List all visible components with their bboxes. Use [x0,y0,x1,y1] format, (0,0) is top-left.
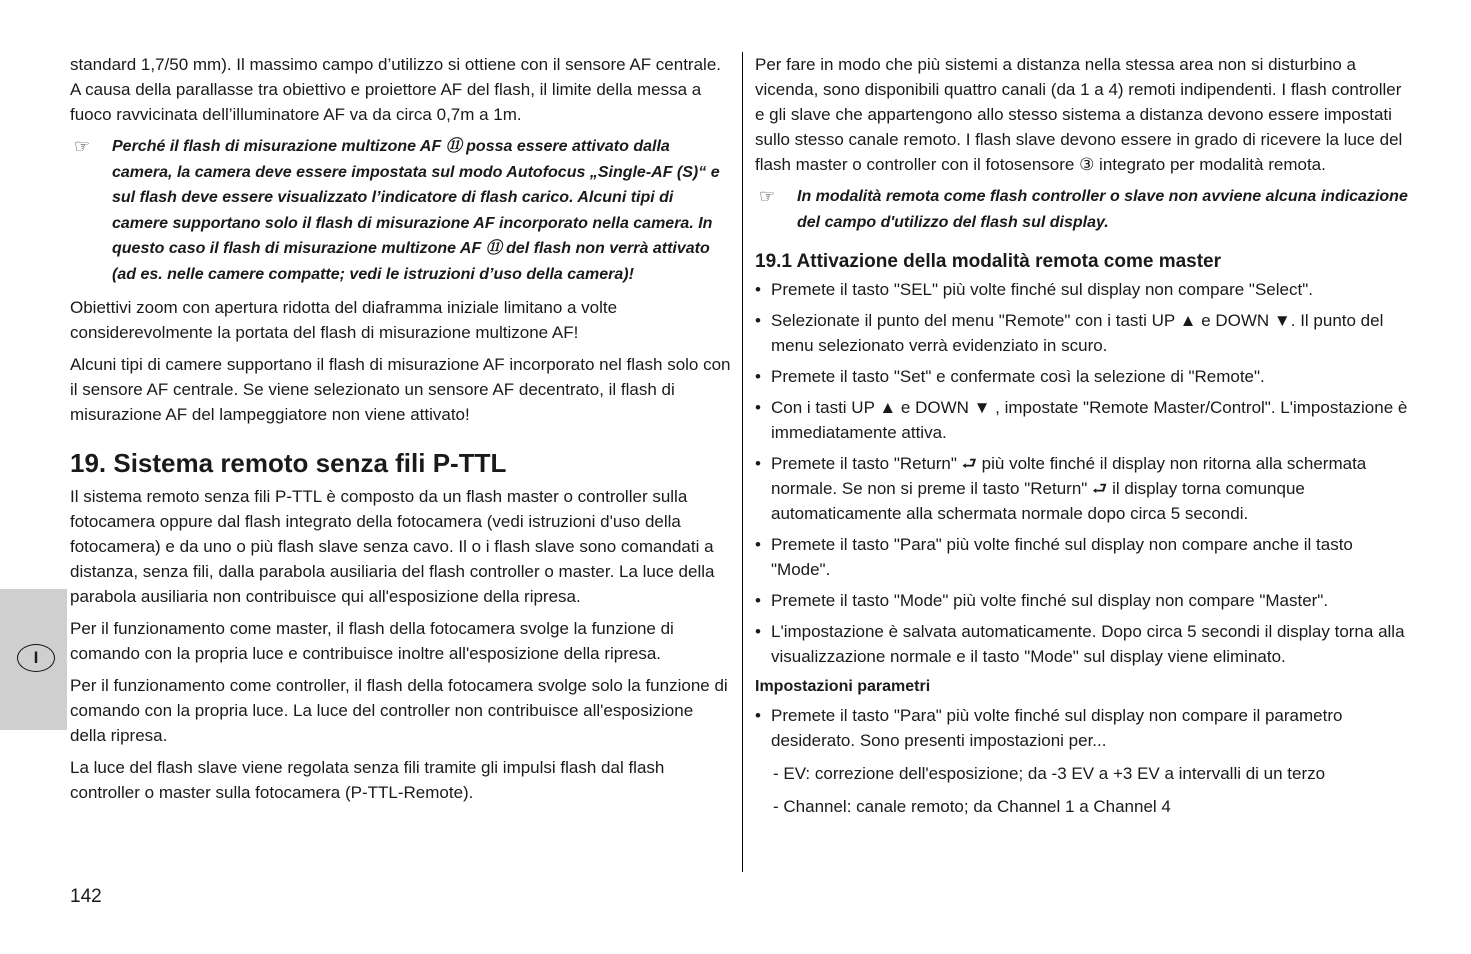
minor-heading: Impostazioni parametri [755,678,931,695]
right-column [755,52,1415,827]
list-item: • Selezionate il punto del menu "Remote" con i tasti UP ▲ e DOWN ▼. Il punto del menu selezionato verrà evidenziato in scuro. [755,308,1415,358]
list-item: • Premete il tasto "SEL" più volte finché sul display non compare "Select". [755,277,1415,302]
steps-list [755,277,1415,669]
sub-item: - Channel: canale remoto; da Channel 1 a Channel 4 [773,797,1171,816]
note-block [70,134,732,287]
pointing-hand-icon: ☞ [74,136,91,156]
list-item: • Premete il tasto "Set" e confermate così la selezione di "Remote". [755,364,1415,389]
list-item: • Premete il tasto "Mode" più volte finché sul display non compare "Master". [755,588,1415,613]
note-text: In modalità remota come flash controller o slave non avviene alcuna indicazione del campo d'utilizzo del flash sul display. [797,188,1408,231]
paragraph: Per fare in modo che più sistemi a distanza nella stessa area non si disturbino a vicenda, sono disponibili quattro canali (da 1 a 4) remoti indipendenti. I flash controller e gli slave che appartengono allo stesso sistema a distanza devono essere impostati sullo stesso canale remoto. I flash slave devono essere in grado di ricevere la luce del flash master o controller con il fotosensore ③ integrato per modalità remota. [755,55,1403,174]
language-tab-marker [17,644,55,672]
paragraph: Il sistema remoto senza fili P-TTL è composto da un flash master o controller sulla fotocamera oppure dal flash integrato della fotocamera (vedi istruzioni d'uso della fotocamera) e da uno o più flash slave senza cavo. Il o i flash slave sono comandati a distanza, senza fili, dalla parabola ausiliaria del flash controller o master. La luce della parabola ausiliaria non contribuisce qui all'esposizione della ripresa. [70,487,715,606]
language-tab-letter: I [33,648,39,667]
note-block [755,184,1415,235]
paragraph: Per il funzionamento come master, il flash della fotocamera svolge la funzione di comando con la propria luce e contribuisce inoltre all'esposizione della ripresa. [70,619,674,663]
paragraph: standard 1,7/50 mm). Il massimo campo d’utilizzo si ottiene con il sensore AF centrale. A causa della parallasse tra obiettivo e proiettore AF del flash, il limite della messa a fuoco ravvicinata dell’illuminatore AF va da circa 0,7m a 1m. [70,55,722,124]
list-item: • Con i tasti UP ▲ e DOWN ▼ , impostate "Remote Master/Control". L'impostazione è immediatamente attiva. [755,395,1415,445]
section-heading: 19. Sistema remoto senza fili P-TTL [70,448,507,478]
subsection-heading: 19.1 Attivazione della modalità remota come master [755,251,1222,272]
paragraph: La luce del flash slave viene regolata senza fili tramite gli impulsi flash dal flash controller o master sulla fotocamera (P-TTL-Remote). [70,758,665,802]
list-item: • Premete il tasto "Para" più volte finché sul display non compare il parametro desiderato. Sono presenti impostazioni per... [755,703,1415,753]
sub-item: - EV: correzione dell'esposizione; da -3 EV a +3 EV a intervalli di un terzo [773,764,1326,783]
column-divider [742,52,743,872]
list-item: • L'impostazione è salvata automaticamente. Dopo circa 5 secondi il display torna alla visualizzazione normale e il tasto "Mode" sul display viene eliminato. [755,619,1415,669]
paragraph: Obiettivi zoom con apertura ridotta del diaframma iniziale limitano a volte considerevolmente la portata del flash di misurazione multizone AF! [70,298,618,342]
parameters-list [755,703,1415,753]
paragraph: Alcuni tipi di camere supportano il flash di misurazione AF incorporato nel flash solo con il sensore AF centrale. Se viene selezionato un sensore AF decentrato, il flash di misurazione AF del lampeggiatore non viene attivato! [70,355,731,424]
note-text: Perché il flash di misurazione multizone AF ⑪ possa essere attivato dalla camera, la camera deve essere impostata sul modo Autofocus „Single-AF (S)“ e sul flash deve essere visualizzato l’indicatore di flash carico. Alcuni tipi di camere supportano solo il flash di misurazione AF incorporato nella camera. In questo caso il flash di misurazione multizone AF ⑪ del flash non verrà attivato (ad es. nelle camere compatte; vedi le istruzioni d’uso della camera)! [112,138,720,283]
pointing-hand-icon: ☞ [759,186,776,206]
list-item: • Premete il tasto "Return" ⮐ più volte finché il display non ritorna alla schermata normale. Se non si preme il tasto "Return" ⮐ il display torna comunque automaticamente alla schermata normale dopo circa 5 secondi. [755,451,1415,526]
left-column [70,52,732,812]
paragraph: Per il funzionamento come controller, il flash della fotocamera svolge solo la funzione di comando con la propria luce. La luce del controller non contribuisce all'esposizione della ripresa. [70,676,728,745]
page-number: 142 [70,886,102,907]
list-item: • Premete il tasto "Para" più volte finché sul display non compare anche il tasto "Mode". [755,532,1415,582]
